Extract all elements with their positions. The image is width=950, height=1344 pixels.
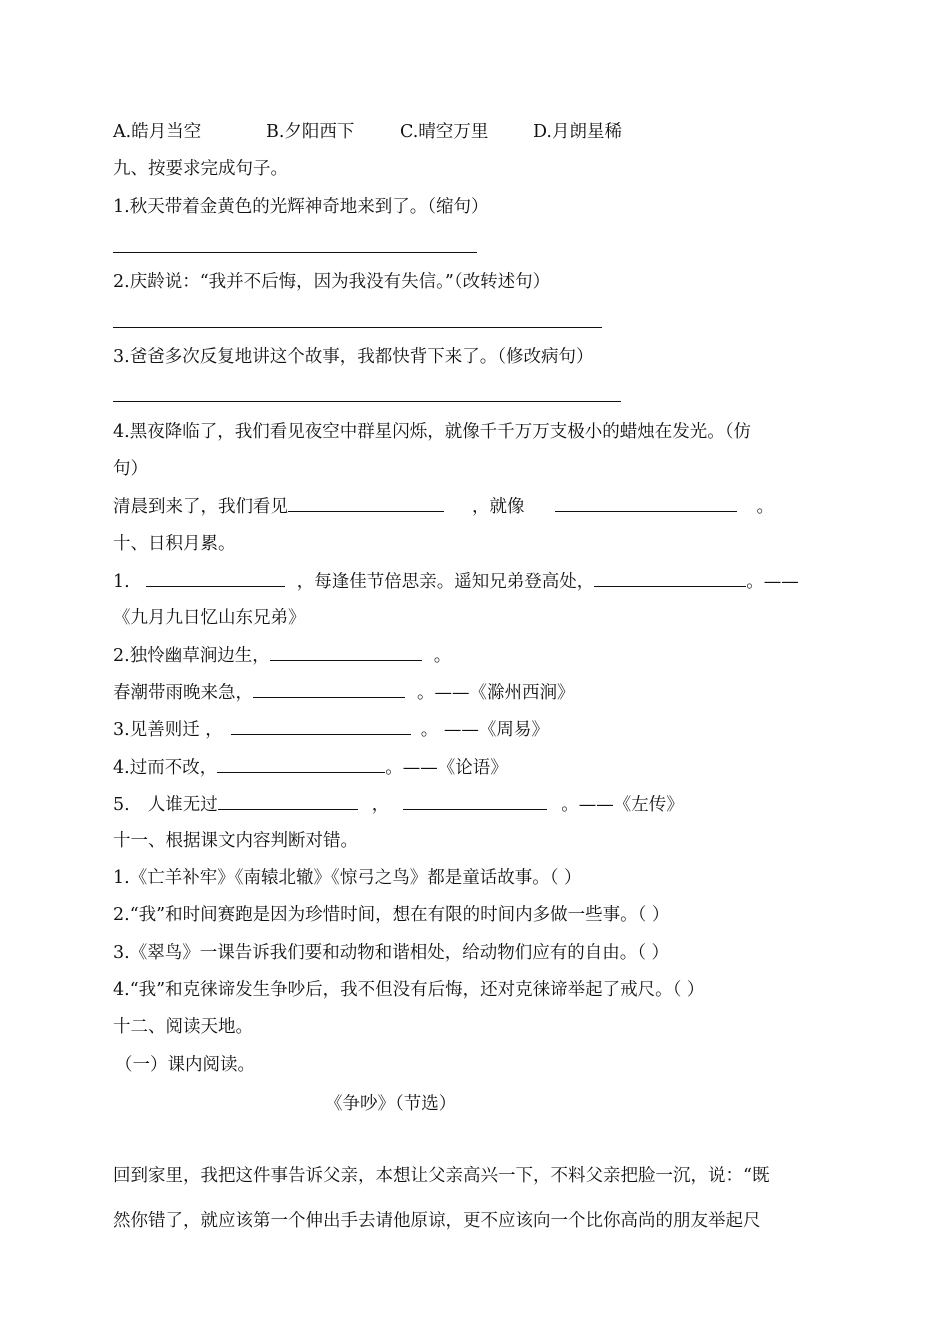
- option-a[interactable]: A.皓月当空: [113, 122, 202, 142]
- q8-options: [113, 120, 622, 144]
- option-c[interactable]: C.晴空万里: [400, 122, 489, 142]
- q10-blank-2a[interactable]: [270, 643, 422, 661]
- q10-heading: 十、日积月累。: [113, 534, 236, 554]
- q10-item-2: [113, 643, 451, 668]
- q10-item-5-source: 。——《左传》: [561, 795, 684, 815]
- q10-item-1-number: 1.: [113, 572, 130, 592]
- q11-heading: 十一、根据课文内容判断对错。: [113, 831, 358, 851]
- q9-imitation-text-2: ，就像: [472, 497, 525, 517]
- q9-blank-2[interactable]: [555, 494, 737, 512]
- q10-item-5-number: 5.: [113, 795, 130, 815]
- q9-blank-1[interactable]: [288, 494, 444, 512]
- q10-blank-5b[interactable]: [403, 792, 547, 810]
- passage-line-2: 然你错了，就应该第一个伸出手去请他原谅，更不应该向一个比你高尚的朋友举起尺: [113, 1211, 761, 1231]
- q10-item-3-source: 。 ——《周易》: [420, 720, 549, 740]
- q10-item-4-source: 。——《论语》: [385, 758, 508, 778]
- q10-blank-4[interactable]: [217, 755, 385, 773]
- q10-item-5-text: 人谁无过: [147, 795, 218, 815]
- q11-item-1[interactable]: 1.《亡羊补牢》《南辕北辙》《惊弓之鸟》都是童话故事。（ ）: [113, 868, 582, 888]
- q10-item-1-dash: 。——: [746, 572, 799, 592]
- q9-imitation-text-3: 。: [756, 497, 774, 517]
- q9-answer-line-1[interactable]: [113, 252, 477, 253]
- q10-blank-2b[interactable]: [253, 680, 405, 698]
- q10-item-4-text: 4.过而不改，: [113, 758, 218, 778]
- q10-item-5: [113, 792, 684, 817]
- q10-item-3: [113, 717, 549, 742]
- q10-blank-1b[interactable]: [594, 569, 746, 587]
- q10-item-3-text: 3.见善则迁 ，: [113, 720, 223, 740]
- q9-imitation-line: [113, 494, 774, 519]
- q10-blank-3[interactable]: [231, 717, 411, 735]
- q9-imitation-text-1: 清晨到来了，我们看见: [113, 497, 288, 517]
- q12-subheading: （一）课内阅读。: [115, 1055, 255, 1075]
- q9-sentence-1: 1.秋天带着金黄色的光辉神奇地来到了。（缩句）: [113, 197, 489, 217]
- option-b[interactable]: B.夕阳西下: [266, 122, 355, 142]
- q10-item-1: [113, 569, 799, 594]
- q9-answer-line-2[interactable]: [113, 327, 602, 328]
- q12-heading: 十二、阅读天地。: [113, 1017, 253, 1037]
- q10-item-2-text-b: 春潮带雨晚来急，: [113, 683, 253, 703]
- q10-item-2-line2: [113, 680, 575, 705]
- q10-item-1-source: 《九月九日忆山东兄弟》: [113, 608, 306, 628]
- q9-sentence-2: 2.庆龄说：“我并不后悔，因为我没有失信。”（改转述句）: [113, 272, 551, 292]
- passage-title: 《争吵》（节选）: [325, 1094, 457, 1114]
- q10-item-2-source: 。——《滁州西涧》: [417, 683, 575, 703]
- q10-blank-1a[interactable]: [146, 569, 285, 587]
- q9-answer-line-3[interactable]: [113, 401, 621, 402]
- q10-item-2-text: 2.独怜幽草涧边生，: [113, 646, 270, 666]
- passage-line-1: 回到家里，我把这件事告诉父亲，本想让父亲高兴一下，不料父亲把脸一沉，说：“既: [113, 1166, 770, 1186]
- q9-sentence-3: 3.爸爸多次反复地讲这个故事，我都快背下来了。（修改病句）: [113, 347, 594, 367]
- option-d[interactable]: D.月朗星稀: [533, 122, 622, 142]
- q11-item-4[interactable]: 4.“我”和克徕谛发生争吵后，我不但没有后悔，还对克徕谛举起了戒尺。（ ）: [113, 980, 705, 1000]
- q10-item-2-end: 。: [433, 646, 452, 666]
- q10-blank-5a[interactable]: [218, 792, 358, 810]
- q9-sentence-4: 4.黑夜降临了，我们看见夜空中群星闪烁，就像千千万万支极小的蜡烛在发光。（仿: [113, 422, 751, 442]
- q9-heading: 九、按要求完成句子。: [113, 159, 288, 179]
- q10-item-4: [113, 755, 508, 780]
- q10-item-1-text: ，每逢佳节倍思亲。遥知兄弟登高处，: [296, 572, 595, 592]
- q11-item-2[interactable]: 2.“我”和时间赛跑是因为珍惜时间，想在有限的时间内多做一些事。（ ）: [113, 905, 670, 925]
- q10-item-5-comma: ，: [371, 795, 390, 815]
- q11-item-3[interactable]: 3.《翠鸟》一课告诉我们要和动物和谐相处，给动物们应有的自由。（ ）: [113, 943, 670, 963]
- q9-sentence-4-cont: 句）: [113, 459, 148, 479]
